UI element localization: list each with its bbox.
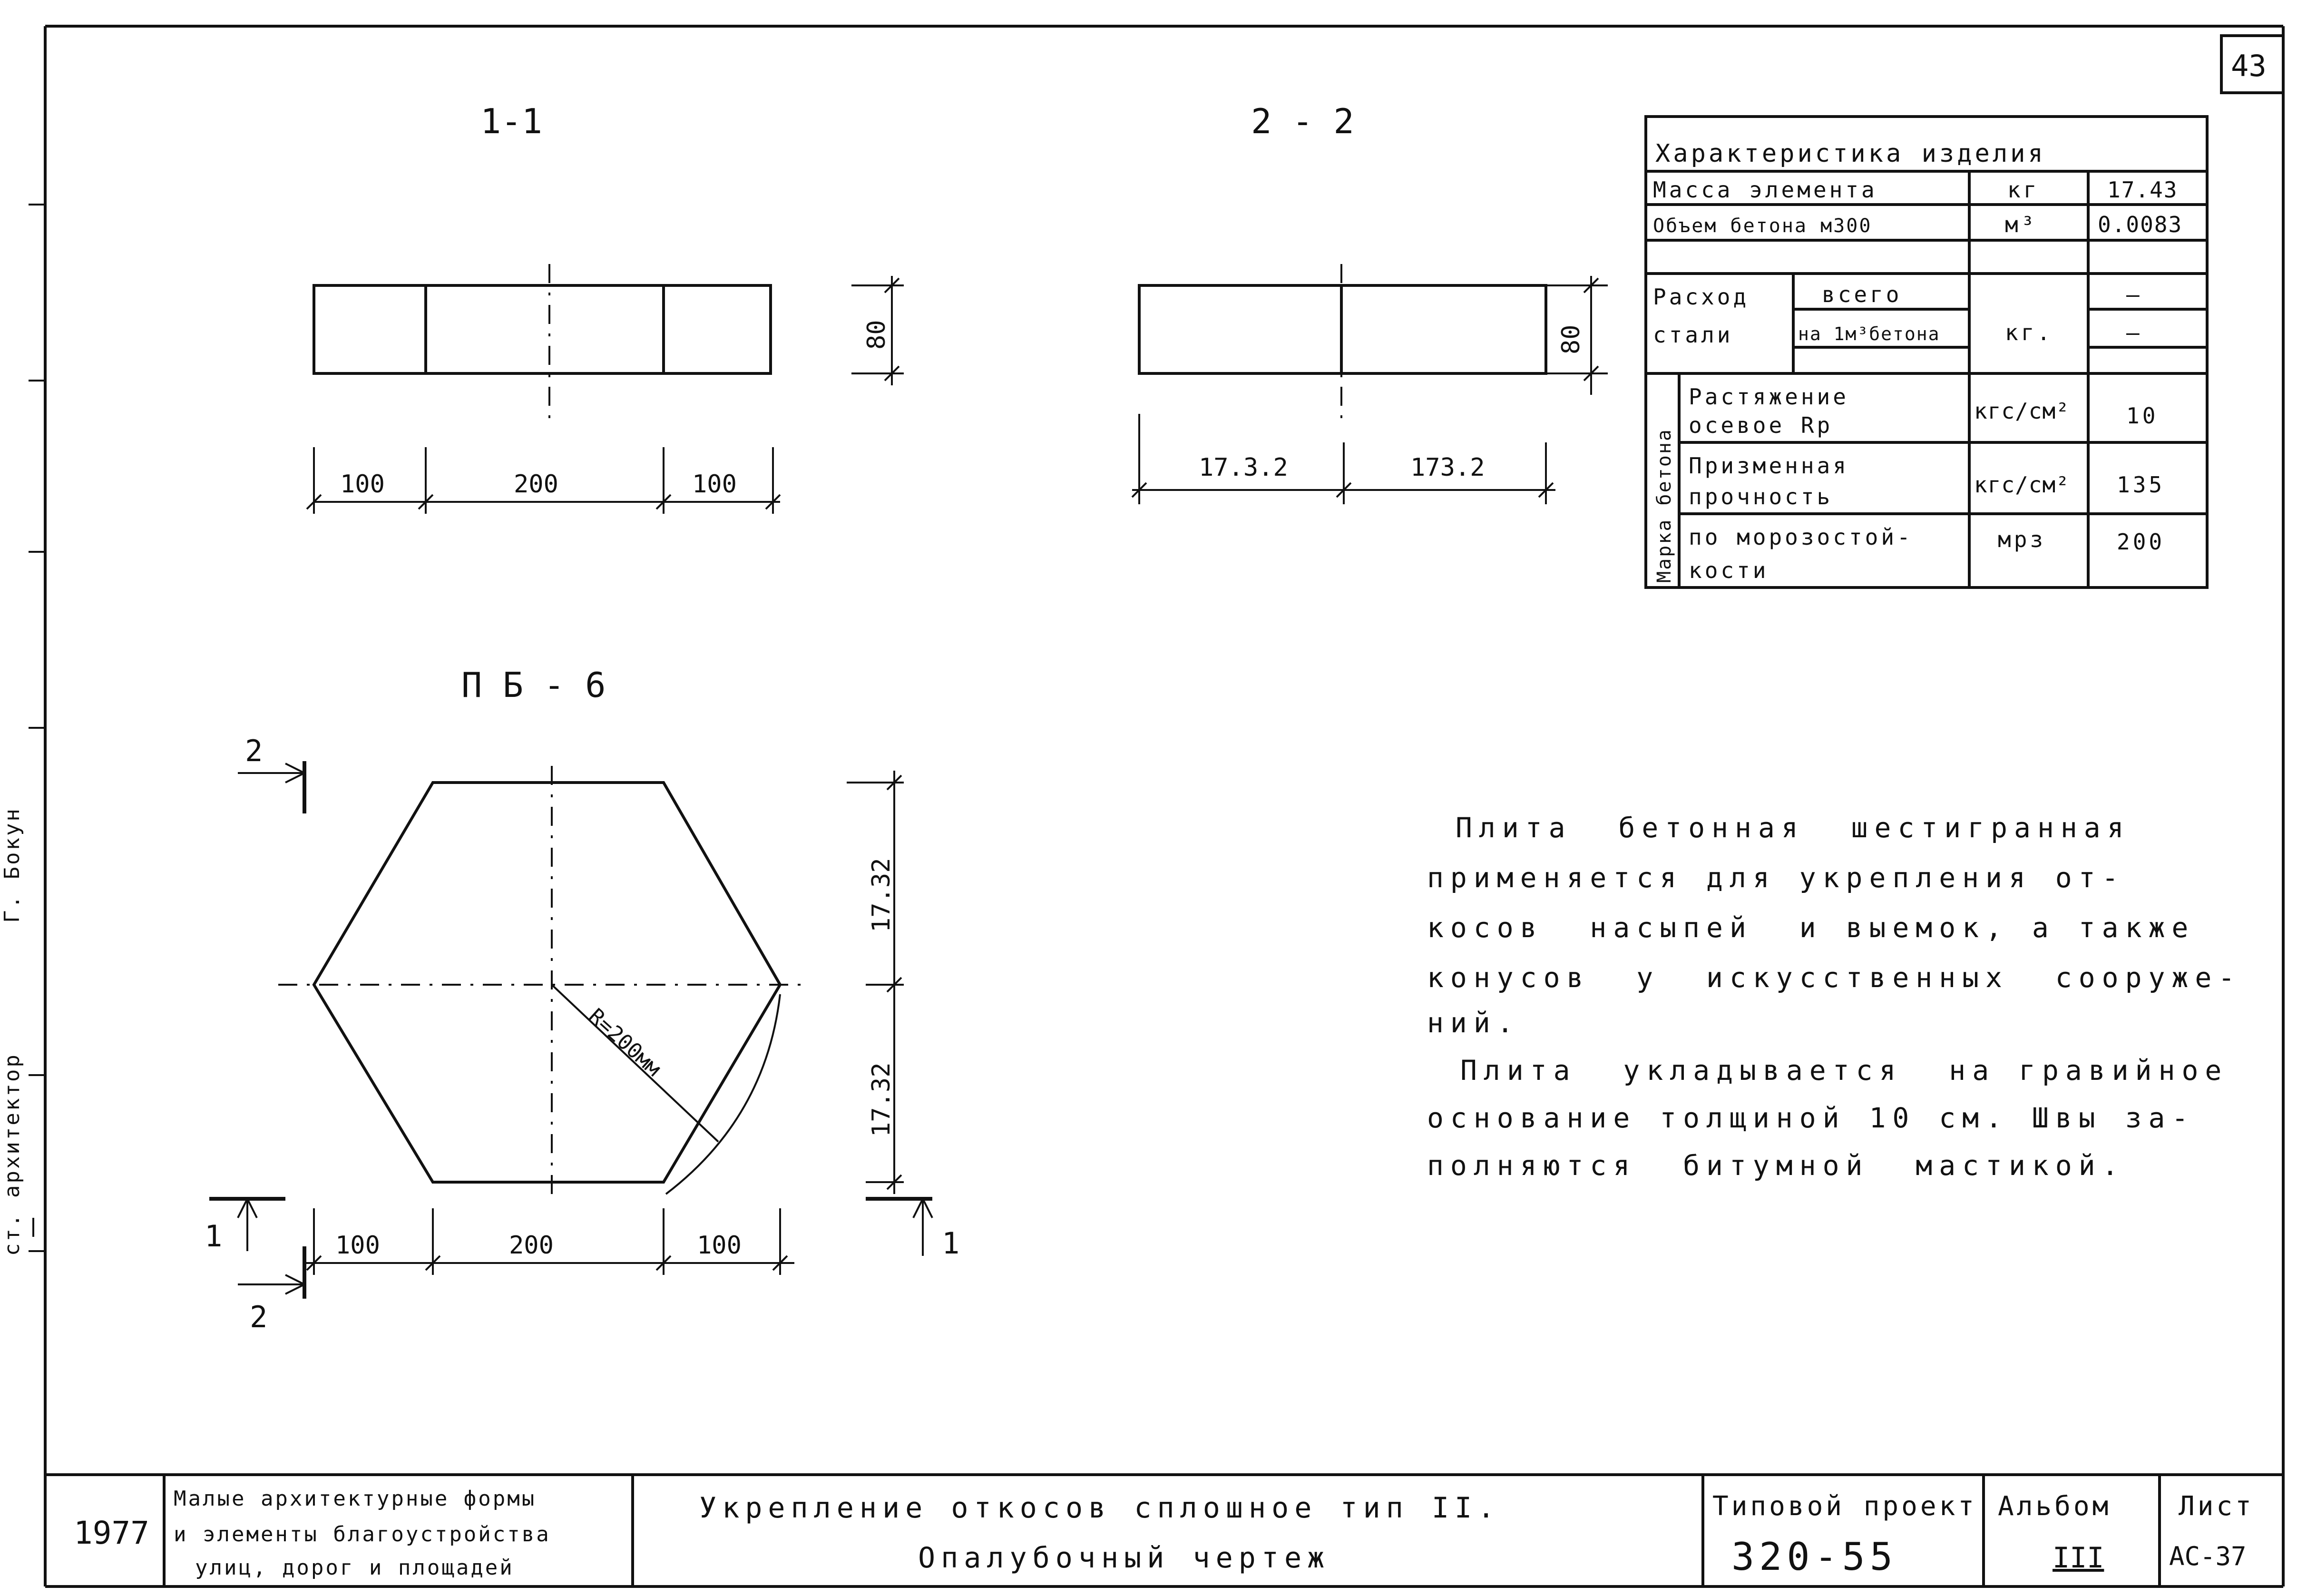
table-title: Характеристика изделия	[1655, 139, 2046, 168]
title-year: 1977	[74, 1515, 149, 1551]
note-line-4: конусов у искусственных сооруже-	[1427, 961, 2242, 994]
note-line-8: полняются битумной мастикой.	[1427, 1149, 2125, 1182]
volume-label: Объем бетона м300	[1653, 215, 1872, 237]
prism-label-1: Призменная	[1689, 453, 1849, 479]
tension-unit: кгс/см²	[1974, 398, 2070, 424]
cut-1-right: 1	[942, 1226, 960, 1261]
steel-per-value: —	[2126, 320, 2142, 345]
notes-block	[1427, 812, 2241, 1182]
sheet-number: 43	[2231, 49, 2267, 83]
cut-2-bottom: 2	[250, 1300, 268, 1334]
s22-height-dim: 80	[1557, 324, 1585, 354]
s11-dim-mid: 200	[514, 470, 558, 499]
plan-dim-lower: 17.32	[867, 1062, 896, 1137]
title-line-1: Укрепление откосов сплошное тип II.	[699, 1491, 1501, 1525]
note-line-2: применяется для укрепления от-	[1427, 862, 2125, 894]
plan-label: П Б - 6	[461, 665, 606, 705]
frost-value: 200	[2117, 529, 2165, 555]
note-line-6: Плита укладывается на гравийное	[1460, 1054, 2229, 1087]
steel-per-label: на 1м³бетона	[1798, 323, 1940, 344]
note-line-3: косов насыпей и выемок, а также	[1427, 911, 2195, 944]
section-2-2	[1132, 101, 1608, 504]
tension-label-1: Растяжение	[1689, 384, 1849, 410]
section-1-1-label: 1-1	[480, 101, 543, 141]
steel-unit: кг.	[2005, 320, 2053, 345]
sheet-label: Лист	[2179, 1491, 2254, 1522]
grade-label: Марка бетона	[1653, 428, 1675, 583]
s11-dim-left: 100	[340, 470, 385, 499]
frost-label-2: кости	[1689, 558, 1769, 583]
radius-label: R=200мм	[584, 1004, 666, 1081]
characteristics-table	[1646, 117, 2207, 587]
note-line-5: ний.	[1427, 1007, 1520, 1039]
plan-dim-upper: 17.32	[867, 858, 896, 932]
plan-dim-right: 100	[697, 1231, 742, 1260]
prism-value: 135	[2117, 472, 2165, 498]
steel-label-1: Расход	[1653, 284, 1750, 310]
title-block	[45, 1475, 2283, 1586]
mass-value: 17.43	[2107, 177, 2178, 203]
project-label: Типовой проект	[1712, 1491, 1977, 1522]
series-line-3: улиц, дорог и площадей	[195, 1556, 514, 1580]
s22-dim-left: 17.3.2	[1199, 453, 1288, 482]
mass-label: Масса элемента	[1653, 177, 1877, 203]
title-line-2: Опалубочный чертеж	[918, 1541, 1330, 1575]
side-stamp-name: Г. Бокун	[0, 807, 24, 923]
s11-dim-right: 100	[692, 470, 737, 499]
cut-1-left: 1	[205, 1219, 223, 1253]
album-number: III	[2053, 1541, 2104, 1575]
s22-dim-right: 173.2	[1410, 453, 1485, 482]
prism-label-2: прочность	[1689, 484, 1833, 509]
plan-dim-left: 100	[335, 1231, 380, 1260]
frost-unit: мрз	[1998, 527, 2046, 552]
sheet-frame	[29, 26, 2283, 1586]
note-line-7: основание толщиной 10 см. Швы за-	[1427, 1102, 2195, 1134]
sheet-code: АС-37	[2169, 1541, 2247, 1571]
side-stamp-role: ст. архитектор	[0, 1053, 24, 1256]
steel-total-value: —	[2126, 282, 2142, 307]
series-line-1: Малые архитектурные формы	[174, 1487, 537, 1511]
steel-label-2: стали	[1653, 322, 1733, 348]
volume-value: 0.0083	[2098, 212, 2183, 237]
cut-2-top: 2	[245, 734, 263, 768]
tension-label-2: осевое Rp	[1689, 412, 1833, 438]
section-2-2-label: 2 - 2	[1251, 101, 1354, 141]
plan-dim-mid: 200	[509, 1231, 554, 1260]
prism-unit: кгс/см²	[1974, 472, 2070, 498]
volume-unit: м³	[2005, 212, 2037, 237]
series-line-2: и элементы благоустройства	[174, 1522, 551, 1547]
steel-total-label: всего	[1822, 282, 1902, 307]
plan-pb6	[205, 665, 959, 1334]
sheet-number-box	[2221, 36, 2283, 93]
frost-label-1: по морозостой-	[1689, 524, 1913, 550]
mass-unit: кг	[2007, 177, 2040, 203]
side-stamp	[0, 807, 24, 1256]
album-label: Альбом	[1998, 1491, 2111, 1522]
note-line-1: Плита бетонная шестигранная	[1456, 812, 2131, 844]
s11-height-dim: 80	[862, 320, 891, 350]
project-number: 320-55	[1731, 1535, 1897, 1579]
tension-value: 10	[2126, 403, 2159, 429]
section-1-1	[307, 101, 904, 514]
